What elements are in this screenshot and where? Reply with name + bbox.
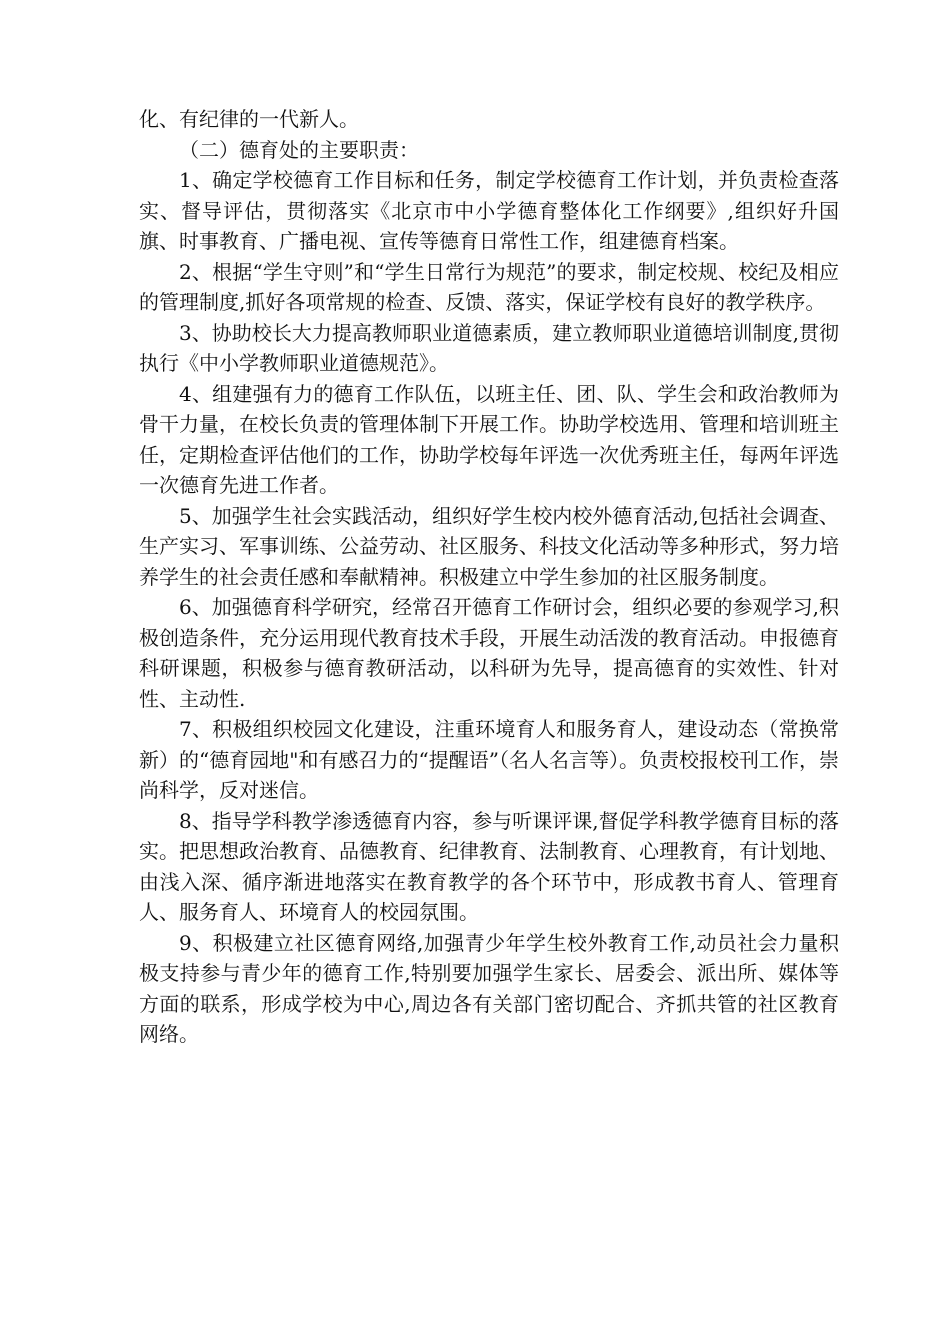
duty-item-2: 2、根据“学生守则”和“学生日常行为规范”的要求，制定校规、校纪及相应的管理制度,抓好各项常规的检查、反馈、落实，保证学校有良好的教学秩序。 — [139, 259, 839, 314]
duty-item-9: 9、积极建立社区德育网络,加强青少年学生校外教育工作,动员社会力量积极支持参与青少年的德育工作,特别要加强学生家长、居委会、派出所、媒体等方面的联系，形成学校为中心,周边各有关部门密切配合、齐抓共管的社区教育网络。 — [139, 930, 839, 1046]
duty-item-8: 8、指导学科教学渗透德育内容，参与听课评课,督促学科教学德育目标的落实。把思想政治教育、品德教育、纪律教育、法制教育、心理教育，有计划地、由浅入深、循序渐进地落实在教育教学的各个环节中，形成教书育人、管理育人、服务育人、环境育人的校园氛围。 — [139, 808, 839, 924]
duty-item-6: 6、加强德育科学研究，经常召开德育工作研讨会，组织必要的参观学习,积极创造条件，充分运用现代教育技术手段，开展生动活泼的教育活动。申报德育科研课题，积极参与德育教研活动，以科研为先导，提高德育的实效性、针对性、主动性. — [139, 595, 839, 711]
duty-item-7: 7、积极组织校园文化建设，注重环境育人和服务育人，建设动态（常换常新）的“德育园地"和有感召力的“提醒语”（名人名言等）。负责校报校刊工作，崇尚科学，反对迷信。 — [139, 717, 839, 802]
duty-item-4: 4、组建强有力的德育工作队伍，以班主任、团、队、学生会和政治教师为骨干力量，在校长负责的管理体制下开展工作。协助学校选用、管理和培训班主任，定期检查评估他们的工作，协助学校每年评选一次优秀班主任，每两年评选一次德育先进工作者。 — [139, 381, 839, 497]
duty-item-3: 3、协助校长大力提高教师职业道德素质，建立教师职业道德培训制度,贯彻执行《中小学教师职业道德规范》。 — [139, 320, 839, 375]
duty-item-1: 1、确定学校德育工作目标和任务，制定学校德育工作计划，并负责检查落实、督导评估，贯彻落实《北京市中小学德育整体化工作纲要》,组织好升国旗、时事教育、广播电视、宣传等德育日常性工作，组建德育档案。 — [139, 168, 839, 253]
section-heading: （二）德育处的主要职责： — [179, 137, 419, 162]
paragraph-continuation: 化、有纪律的一代新人。 — [139, 107, 359, 131]
document-body — [139, 104, 839, 1050]
duty-item-5: 5、加强学生社会实践活动，组织好学生校内校外德育活动,包括社会调查、生产实习、军事训练、公益劳动、社区服务、科技文化活动等多种形式，努力培养学生的社会责任感和奉献精神。积极建立中学生参加的社区服务制度。 — [139, 503, 839, 589]
